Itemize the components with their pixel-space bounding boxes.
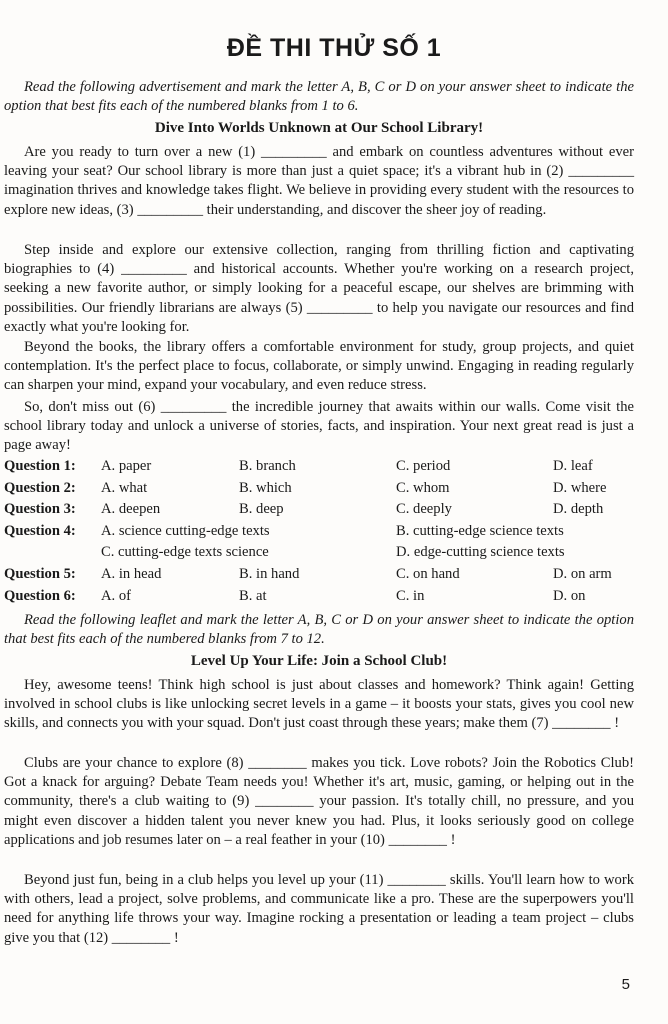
option-d: D. depth — [553, 501, 604, 518]
option-b: B. in hand — [239, 565, 300, 582]
option-a: A. what — [101, 479, 148, 496]
option-b: B. branch — [239, 458, 296, 474]
option-c: C. cutting-edge texts science — [101, 544, 269, 561]
question-row — [4, 586, 634, 608]
option-a: A. science cutting-edge texts — [101, 522, 270, 539]
section1-paragraph-2: Step inside and explore our extensive collection, ranging from thrilling fiction and captivating biographies to (4) _________ and historical accounts. Whether you're working on a research project, seeking a new favorite author, or simply looking for a peaceful escape, our shelves are brimming with possibilities. Our friendly librarians are always (5) _________ to help you navigate our resources and find exactly what you're looking for. — [4, 242, 634, 335]
option-a: A. of — [101, 587, 131, 604]
page-number: 5 — [621, 976, 630, 993]
section1-heading: Dive Into Worlds Unknown at Our School Library! — [154, 120, 484, 136]
section1-paragraph-4: So, don't miss out (6) _________ the incredible journey that awaits within our walls. Come visit the school library today and unlock a universe of stories, facts, and inspiration. Your next great read is just a page away! — [4, 399, 634, 454]
option-d: D. edge-cutting science texts — [396, 544, 565, 561]
question-label: Question 5: — [4, 565, 76, 582]
option-d: D. where — [553, 479, 607, 496]
option-b: B. cutting-edge science texts — [396, 522, 564, 539]
question-label: Question 6: — [4, 587, 76, 604]
option-b: B. at — [239, 587, 267, 604]
option-a: A. deepen — [101, 501, 161, 518]
question-row — [4, 521, 634, 543]
option-b: B. deep — [239, 501, 284, 518]
section2-heading: Level Up Your Life: Join a School Club! — [190, 653, 448, 669]
option-c: C. deeply — [396, 501, 452, 518]
question-label: Question 3: — [4, 501, 76, 518]
question-row — [4, 499, 634, 521]
question-label: Question 2: — [4, 479, 76, 496]
section2-paragraph-2: Clubs are your chance to explore (8) ________ makes you tick. Love robots? Join the Robotics Club! Got a knack for arguing? Debate Team needs you! Whether it's art, music, gaming, or helping out in the community, there's a club waiting to (9) ________ your passion. It's totally chill, no pressure, and you might even discover a hidden talent you never knew you had. Plus, it looks seriously good on college applications and job resumes later on – a real feather in your (10) ________ ! — [4, 755, 634, 848]
section1-paragraph-1: Are you ready to turn over a new (1) _________ and embark on countless adventures without ever leaving your seat? Our school library is more than just a quiet space; it's a vibrant hub in (2) _________ imagination thrives and knowledge takes flight. We believe in providing every student with the resources to explore new ideas, (3) _________ their understanding, and discover the sheer joy of reading. — [4, 144, 634, 218]
section2-instruction: Read the following leaflet and mark the letter A, B, C or D on your answer sheet to indicate the option that best fits each of the numbered blanks from 7 to 12. — [4, 612, 634, 648]
option-c: C. on hand — [396, 565, 460, 582]
question-row-continued — [4, 542, 634, 564]
option-c: C. in — [396, 587, 425, 604]
option-c: C. whom — [396, 479, 450, 496]
question-label: Question 4: — [4, 522, 76, 539]
option-d: D. on — [553, 587, 586, 604]
option-b: B. which — [239, 479, 292, 496]
section2-paragraph-3: Beyond just fun, being in a club helps you level up your (11) ________ skills. You'll learn how to work with others, lead a project, solve problems, and communicate like a pro. These are the superpowers you'll need for anything life throws your way. Imagine rocking a presentation or leading a team project – clubs give you that (12) ________ ! — [4, 872, 634, 946]
question-list — [4, 456, 634, 607]
page-title: ĐỀ THI THỬ SỐ 1 — [226, 34, 442, 62]
option-d: D. leaf — [553, 458, 593, 474]
question-row — [4, 456, 634, 478]
option-a: A. in head — [101, 565, 162, 582]
option-a: A. paper — [101, 458, 152, 474]
option-c: C. period — [396, 458, 451, 474]
option-d: D. on arm — [553, 565, 612, 582]
question-row — [4, 478, 634, 500]
question-label: Question 1: — [4, 458, 76, 474]
section1-instruction: Read the following advertisement and mark the letter A, B, C or D on your answer sheet to indicate the option that best fits each of the numbered blanks from 1 to 6. — [4, 79, 634, 115]
section1-paragraph-3: Beyond the books, the library offers a comfortable environment for study, group projects, and quiet contemplation. It's the perfect place to focus, collaborate, or simply unwind. Engaging in reading regularly can sharpen your mind, expand your vocabulary, and even reduce stress. — [4, 339, 634, 394]
question-row — [4, 564, 634, 586]
section2-paragraph-1: Hey, awesome teens! Think high school is just about classes and homework? Think again! Getting involved in school clubs is like unlocking secret levels in a game – it boosts your stats, gives you cool new skills, and connects you with your squad. Don't just coast through these years; make them (7) ________ ! — [4, 677, 634, 732]
